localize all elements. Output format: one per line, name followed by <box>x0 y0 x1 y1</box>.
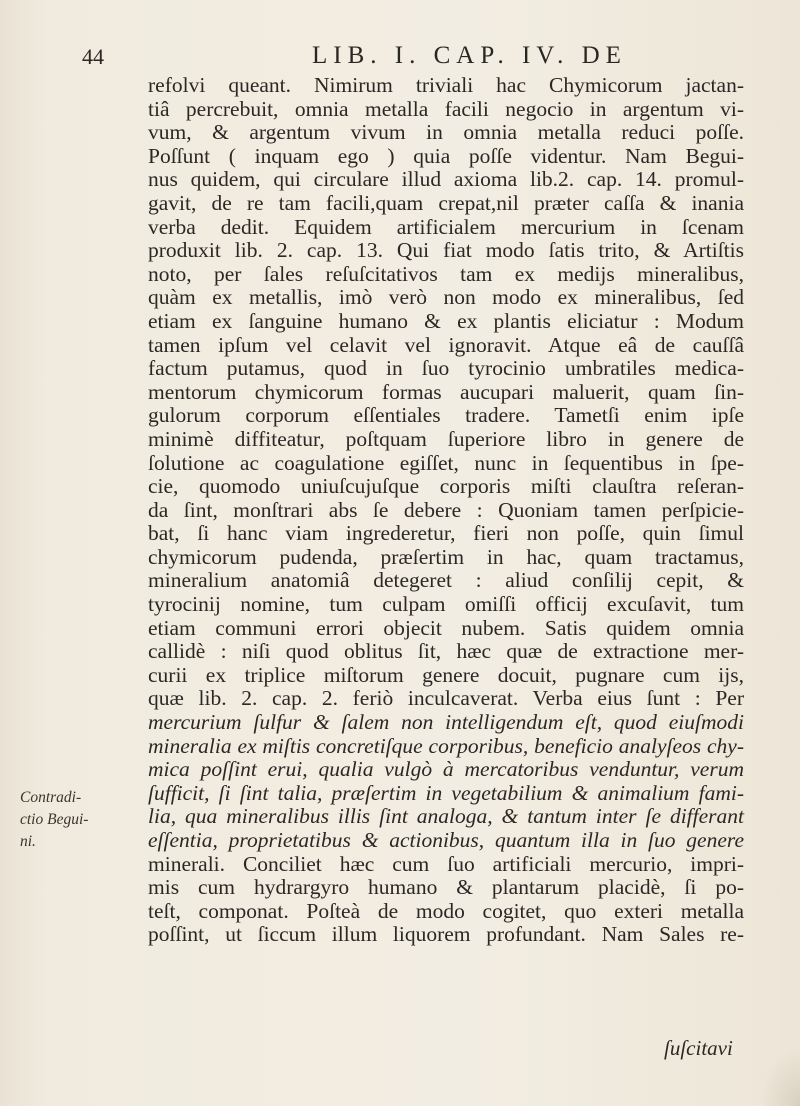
page-header <box>82 42 722 72</box>
margin-note <box>20 787 110 853</box>
text-line: quàm ex metallis, imò verò non modo ex mineralibus, ſed <box>148 285 744 310</box>
text-line: etiam communi errori objecit nubem. Satis quidem omnia <box>148 615 744 640</box>
text-line: mineralium anatomiâ detegeret : aliud conſilij cepit, & <box>148 568 744 593</box>
text-line: verba dedit. Equidem artificialem mercurium in ſcenam <box>148 214 744 239</box>
text-line: ſolutione ac coagulatione egiſſet, nunc in ſequentibus in ſpe- <box>148 450 744 475</box>
text-line-italic: mica poſſint erui, qualia vulgò à mercatoribus venduntur, verum <box>148 757 744 782</box>
text-line: minimè diffiteatur, poſtquam ſuperiore libro in genere de <box>148 426 744 451</box>
catchword: ſuſcitavi <box>664 1036 733 1060</box>
text-line-italic: mercurium ſulfur & ſalem non intelligendum eſt, quod eiuſmodi <box>148 710 744 735</box>
text-line: nus quidem, qui circulare illud axioma lib.2. cap. 14. promul- <box>148 167 744 192</box>
text-line: produxit lib. 2. cap. 13. Qui fiat modo ſatis trito, & Artiſtis <box>148 238 744 263</box>
body-text <box>148 74 744 947</box>
text-line-italic: lia, qua mineralibus illis ſint analoga, & tantum inter ſe differant <box>148 804 744 829</box>
text-line: minerali. Conciliet hæc cum ſuo artificiali mercurio, impri- <box>148 851 744 876</box>
text-line: gavit, de re tam facili,quam crepat,nil præter caſſa & inania <box>148 190 744 215</box>
text-line: curii ex triplice miſtorum genere docuit, pugnare cum ijs, <box>148 662 744 687</box>
text-line-italic: ſufficit, ſi ſint talia, præſertim in vegetabilium & animalium fami- <box>148 780 744 805</box>
text-line-italic: eſſentia, proprietatibus & actionibus, quantum illa in ſuo genere <box>148 828 744 852</box>
text-line: etiam ex ſanguine humano & ex plantis eliciatur : Modum <box>148 308 744 333</box>
text-line: bat, ſi hanc viam ingrederetur, fieri non poſſe, quin ſimul <box>148 521 744 546</box>
text-line: tamen ipſum vel celavit vel ignoravit. Atque eâ de cauſſâ <box>148 332 744 357</box>
text-line-italic: mineralia ex miſtis concretiſque corporibus, beneficio analyſeos chy- <box>148 733 744 758</box>
margin-note-line: Contradi- <box>20 789 82 806</box>
text-line: tiâ percrebuit, omnia metalla facili negocio in argentum vi- <box>148 96 744 121</box>
margin-note-line: ni. <box>20 833 36 850</box>
text-line: chymicorum pudenda, præſertim in hac, quam tractamus, <box>148 544 744 569</box>
page-number: 44 <box>82 44 104 69</box>
margin-note-line: ctio Begui- <box>20 811 89 828</box>
running-head: LIB. I. CAP. IV. DE <box>312 42 627 69</box>
text-line: mentorum chymicorum formas aucupari maluerit, quam ſin- <box>148 379 744 404</box>
text-line: teſt, componat. Poſteà de modo cogitet, quo exteri metalla <box>148 898 744 923</box>
text-line: vum, & argentum vivum in omnia metalla reduci poſſe. <box>148 120 744 145</box>
text-line: da ſint, monſtrari abs ſe debere : Quoniam tamen perſpicie- <box>148 497 744 522</box>
text-line: tyrocinij nomine, tum culpam omiſſi officij excuſavit, tum <box>148 592 744 617</box>
text-line: callidè : niſi quod oblitus ſit, hæc quæ de extractione mer- <box>148 639 744 664</box>
text-line: factum putamus, quod in ſuo tyrocinio umbratiles medica- <box>148 356 744 381</box>
text-line: Poſſunt ( inquam ego ) quia poſſe videntur. Nam Begui- <box>148 143 744 168</box>
text-line: cie, quomodo uniuſcujuſque corporis miſti clauſtra reſeran- <box>148 474 744 499</box>
text-line: mis cum hydrargyro humano & plantarum placidè, ſi po- <box>148 875 744 900</box>
text-line: quæ lib. 2. cap. 2. feriò inculcaverat. Verba eius ſunt : Per <box>148 686 744 711</box>
text-line: poſſint, ut ſiccum illum liquorem profundant. Nam Sales re- <box>148 922 744 947</box>
text-line: gulorum corporum eſſentiales tradere. Tametſi enim ipſe <box>148 403 744 428</box>
text-line: noto, per ſales reſuſcitativos tam ex medijs mineralibus, <box>148 261 744 286</box>
text-line: refolvi queant. Nimirum triviali hac Chymicorum jactan- <box>148 73 744 97</box>
page-corner-stain <box>760 1046 800 1106</box>
